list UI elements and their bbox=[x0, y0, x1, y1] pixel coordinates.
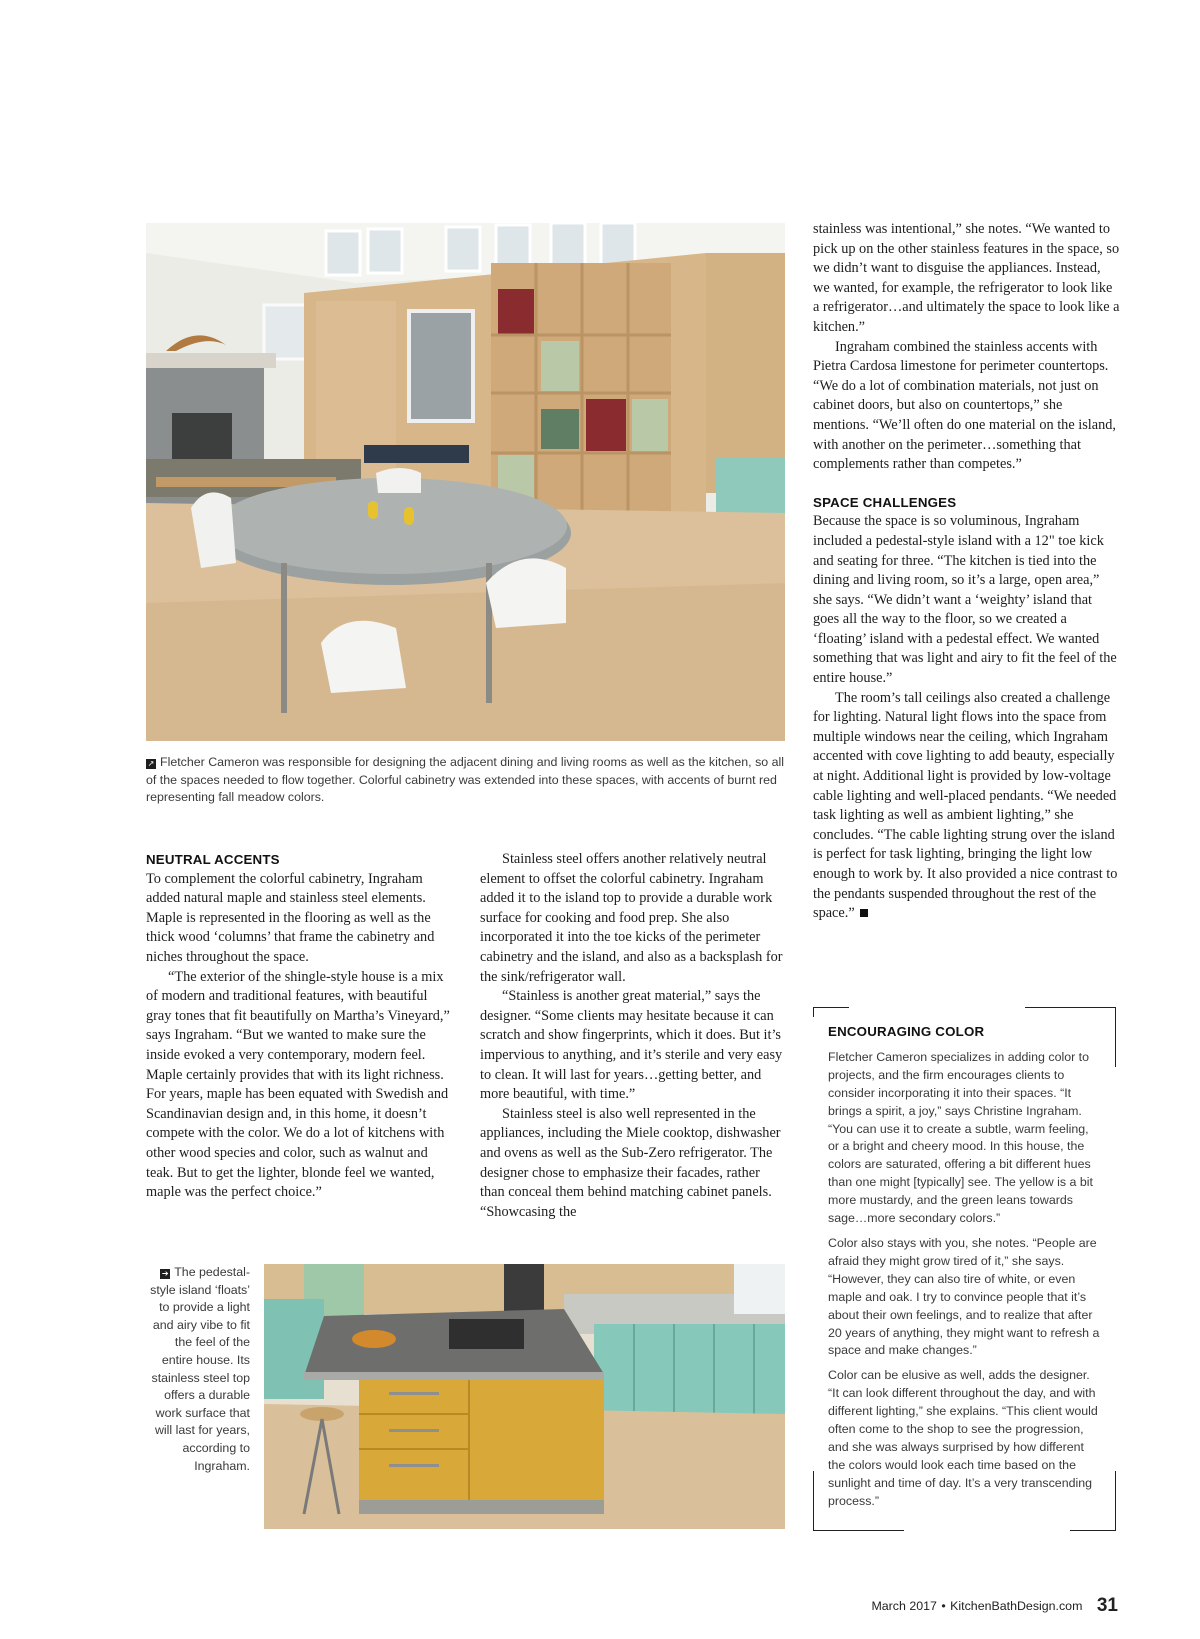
paragraph: Ingraham combined the stainless accents with Pietra Cardosa limestone for perimeter countertops. “We do a lot of combination materials, not just on cabinet doors, but also on countertops,” she mentions. “We’ll often do one material on the island, with another on the perimeter…something that complements rather than competes.” bbox=[813, 338, 1116, 473]
dining-room-photo bbox=[146, 223, 785, 741]
kitchen-island-photo bbox=[264, 1264, 785, 1529]
arrow-right-icon: ➔ bbox=[161, 1269, 169, 1278]
sidebar-paragraph: Color also stays with you, she notes. “People are afraid they might grow tired of it,” she says. “However, they can also tire of white, or even maple and oak. I try to convince people that it’s about their own feelings, and to realize that after 20 years of anything, they might want to refresh a space and make changes.” bbox=[828, 1235, 1100, 1358]
paragraph: “Stainless is another great material,” says the designer. “Some clients may hesitate because it can scratch and show fingerprints, which it does. But it’s impervious to anything, and it’s sterile and very easy to clean. It will last for years…getting better, and more beautiful, with time.” bbox=[480, 988, 783, 1103]
end-of-article-mark bbox=[860, 909, 868, 917]
paragraph: Stainless steel offers another relatively neutral element to offset the colorful cabinetry. Ingraham added it to the island top to provide a durable work surface for cooking and food prep. She also incorporated it into the toe kicks of the perimeter cabinetry and the island, and also as a backsplash for the sink/refrigerator wall. bbox=[480, 851, 783, 985]
article-column-3 bbox=[813, 220, 1120, 924]
page-number: 31 bbox=[1096, 1595, 1118, 1616]
paragraph: Because the space is so voluminous, Ingraham included a pedestal-style island with a 12" toe kick and seating for three. “The kitchen is tied into the dining and living room, so it’s a large, open area,” she says. “We didn’t want a ‘weighty’ island that goes all the way to the floor, so we created a ‘floating’ island with a pedestal effect. We wanted something that was light and airy to fit the feel of the entire house.” bbox=[813, 513, 1117, 687]
paragraph: To complement the colorful cabinetry, Ingraham added natural maple and stainless steel elements. Maple is represented in the flooring as well as the thick wood ‘columns’ that frame the cabinetry and niches throughout the space. bbox=[146, 870, 435, 965]
encouraging-color-sidebar bbox=[813, 1007, 1116, 1531]
website: KitchenBathDesign.com bbox=[950, 1599, 1083, 1613]
bottom-photo-caption: ➔ The pedestal-style island ‘floats’ to provide a light and airy vibe to fit the feel of the entire house. Its stainless steel top offers a durable work surface that will last for years, according to Ingraham. bbox=[150, 1265, 250, 1473]
section-heading-neutral: NEUTRAL ACCENTS bbox=[146, 852, 280, 867]
paragraph: Stainless steel is also well represented in the appliances, including the Miele cooktop, dishwasher and ovens as well as the Sub-Zero refrigerator. The designer chose to emphasize their facades, rather than conceal them behind matching cabinet panels. “Showcasing the bbox=[480, 1105, 781, 1220]
paragraph: stainless was intentional,” she notes. “We wanted to pick up on the other stainless features in the space, so we didn’t want to disguise the appliances. Instead, we wanted, for example, the refrigerator to look like a refrigerator…and ultimately the space to look like a kitchen.” bbox=[813, 221, 1120, 335]
issue-date: March 2017 bbox=[871, 1599, 937, 1613]
article-column-2 bbox=[480, 850, 786, 1222]
article-column-1 bbox=[146, 850, 452, 1203]
sidebar-heading: ENCOURAGING COLOR bbox=[828, 1024, 985, 1039]
paragraph: “The exterior of the shingle-style house is a mix of modern and traditional features, with beautiful gray tones that fit beautifully on Martha’s Vineyard,” says Ingraham. “But we wanted to make sure the inside evoked a very contemporary, modern feel. Maple certainly provides that with its light richness. For years, maple has been equated with Swedish and Scandinavian design and, in this home, it doesn’t compete with the color. We do a lot of kitchens with other wood species and color, such as walnut and teak. But to get the lighter, blonde feel we wanted, maple was the perfect choice.” bbox=[146, 968, 450, 1201]
sidebar-paragraph: Fletcher Cameron specializes in adding color to projects, and the firm encourages clients to consider incorporating it into their spaces. “It brings a spirit, a joy,” says Christine Ingraham. “You can use it to create a subtle, warm feeling, or a bright and cheery mood. In this house, the colors are saturated, offering a bit different hues than one might [typically] see. The yellow is a bit more mustardy, and the green leans towards sage…more secondary colors.” bbox=[828, 1049, 1093, 1226]
section-heading-space: SPACE CHALLENGES bbox=[813, 494, 957, 510]
sidebar-paragraph: Color can be elusive as well, adds the designer. “It can look different throughout the day, and with different lighting,” she explains. “This client would often come to the shop to see the progression, and she was always surprised by how different the colors would look each time based on the sunlight and time of day. It’s a very transcending process.” bbox=[828, 1368, 1098, 1508]
top-photo-caption: ↗ Fletcher Cameron was responsible for designing the adjacent dining and living rooms as well as the kitchen, so all of the spaces needed to flow together. Colorful cabinetry was extended into these spaces, with accents of burnt red representing fall meadow colors. bbox=[146, 755, 784, 805]
paragraph: The room’s tall ceilings also created a challenge for lighting. Natural light flows into the space from multiple windows near the ceiling, which Ingraham accented with cove lighting to add beauty, especially at night. Additional light is provided by low-voltage cable lighting and well-placed pendants. “We needed task lighting as well as ambient lighting,” she concludes. “The cable lighting strung over the island is perfect for task lighting, bringing the light low enough to work by. It also provided a nice contrast to the pendants suspended throughout the rest of the space.” bbox=[813, 689, 1118, 922]
arrow-up-icon: ↗ bbox=[147, 759, 155, 768]
frame-corner bbox=[813, 1007, 849, 1017]
page-footer bbox=[871, 1595, 1118, 1617]
footer-separator: • bbox=[941, 1599, 946, 1613]
